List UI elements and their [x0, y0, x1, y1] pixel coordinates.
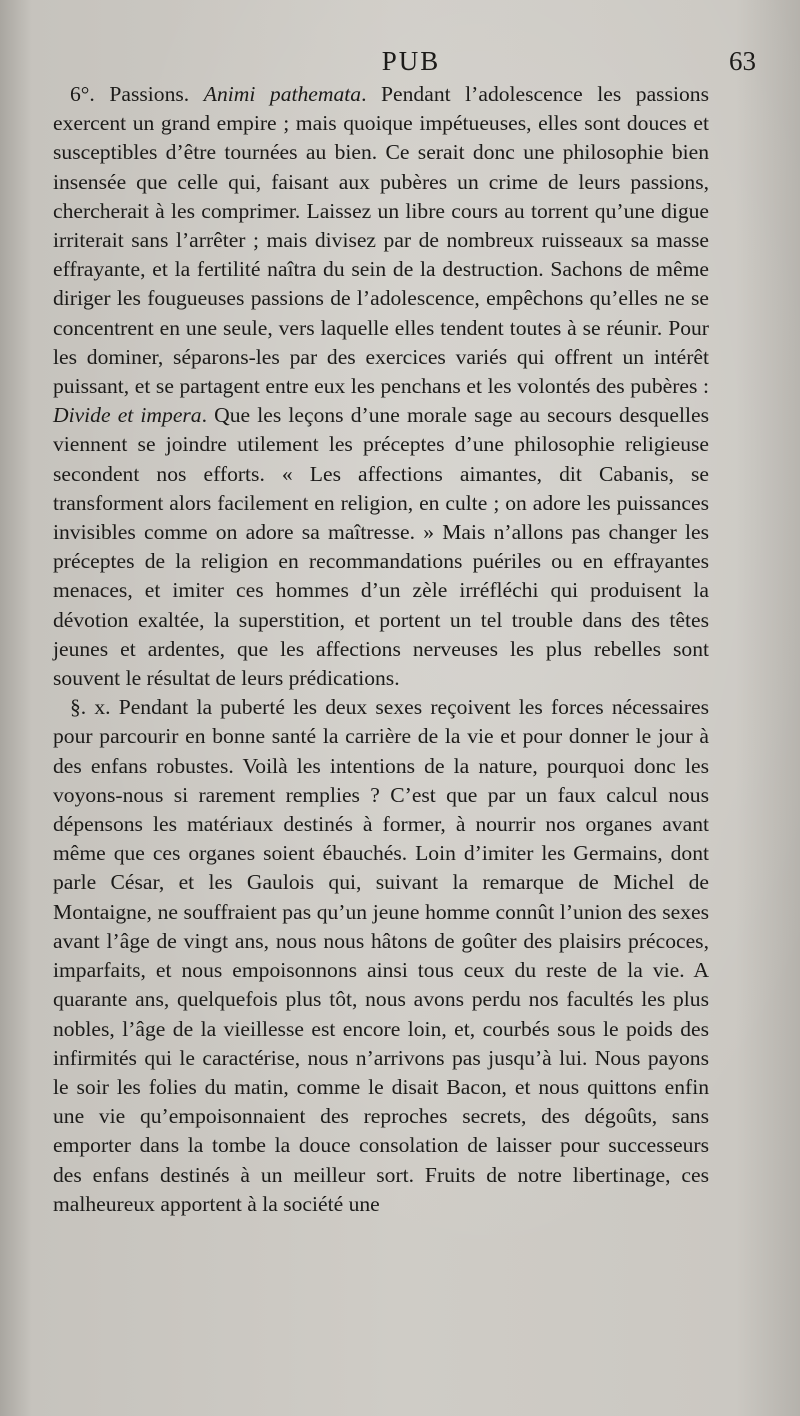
body-text — [53, 80, 709, 1219]
latin-motto: Divide et impera — [53, 403, 202, 428]
paragraph-section-x — [53, 693, 709, 1219]
latin-term: Animi pathemata — [203, 82, 362, 106]
paragraph-text: . Pendant l’adolescence les passions exercent un grand empire ; mais quoique impétueuses, elles sont douces et susceptibles d’être tournées au bien. Ce serait donc une philosophie bien insensée que celle qui, faisant aux pubères un crime de leurs passions, chercherait à les comprimer. Laissez un libre cours au torrent qu’une digue irriterait sans l’arrêter ; mais divisez par de nombreux ruisseaux sa masse effrayante, et la fertilité naîtra du sein de la destruction. Sachons de même diriger les fougueuses passions de l’adolescence, empêchons qu’elles ne se concentrent en une seule, vers laquelle elles tendent toutes à se réunir. Pour les dominer, séparons-les par des exercices variés qui offrent un intérêt puissant, et se partagent entre eux les penchans et les volontés des pubères : — [53, 82, 709, 399]
page-header — [52, 46, 770, 78]
running-head: PUB — [381, 46, 441, 76]
paragraph-passions — [53, 80, 709, 693]
page-number: 63 — [729, 46, 756, 76]
section-lead: 6°. Passions. — [70, 82, 204, 106]
paragraph-text-continued: . Que les leçons d’une morale sage au secours desquelles viennent se joindre utilement les préceptes d’une philosophie religieuse secondent nos efforts. « Les affections aimantes, dit Cabanis, se transforment alors facilement en religion, en culte ; on adore les puissances invisibles comme on adore sa maîtresse. » Mais n’allons pas changer les préceptes de la religion en recommandations puériles ou en effrayantes menaces, et imiter ces hommes d’un zèle irréfléchi qui produisent la dévotion exaltée, la superstition, et portent un tel trouble dans des têtes jeunes et ardentes, que les affections nerveuses les plus rebelles sont souvent le résultat de leurs prédications. — [53, 403, 709, 691]
paragraph-text: §. x. Pendant la puberté les deux sexes reçoivent les forces nécessaires pour parcourir en bonne santé la carrière de la vie et pour donner le jour à des enfans robustes. Voilà les intentions de la nature, pourquoi donc les voyons-nous si rarement remplies ? C’est que par un faux calcul nous dépensons les matériaux destinés à former, à nourrir nos organes avant même que ces organes soient ébauchés. Loin d’imiter les Germains, dont parle César, et les Gaulois qui, suivant la remarque de Michel de Montaigne, ne souffraient pas qu’un jeune homme connût l’union des sexes avant l’âge de vingt ans, nous nous hâtons de goûter des plaisirs précoces, imparfaits, et nous empoisonnons ainsi tous ceux du reste de la vie. A quarante ans, quelquefois plus tôt, nous avons perdu nos facultés les plus nobles, l’âge de la vieillesse est encore loin, et, courbés sous le poids des infirmités qui le caractérise, nous n’arrivons pas jusqu’à lui. Nous payons le soir les folies du matin, comme le disait Bacon, et nous quittons enfin une vie qu’empoisonnaient des reproches secrets, des dégoûts, sans emporter dans la tombe la douce consolation de laisser pour successeurs des enfans destinés à un meilleur sort. Fruits de notre libertinage, ces malheureux apportent à la société une — [53, 695, 709, 1216]
